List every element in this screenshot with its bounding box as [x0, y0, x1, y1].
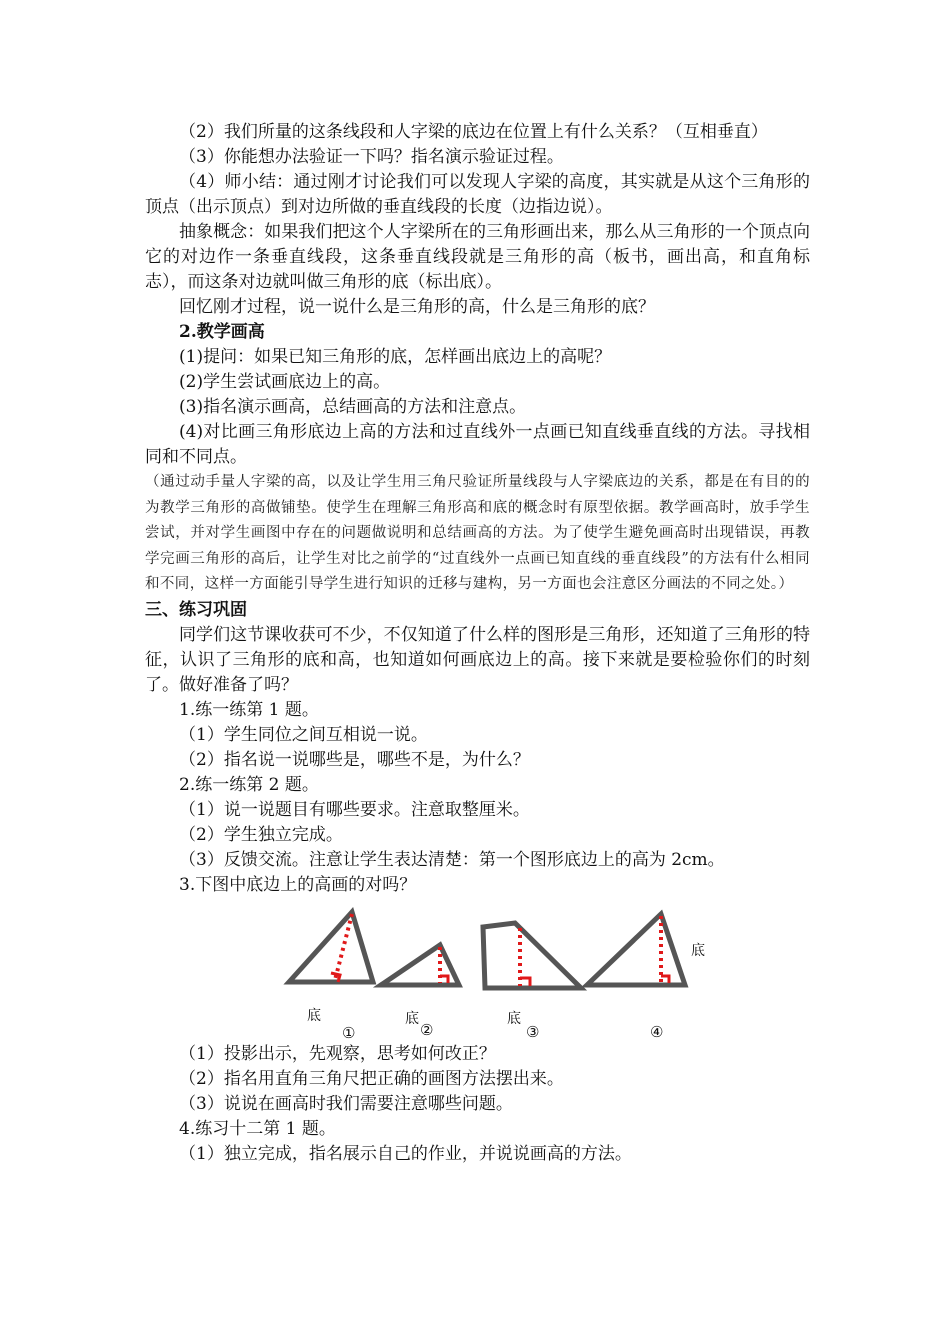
- step-2: (2)学生尝试画底边上的高。: [179, 372, 391, 392]
- triangle-1-outline: [289, 912, 373, 982]
- exercise-3-item: （1）投影出示，先观察，思考如何改正？: [179, 1043, 496, 1064]
- step-4: (4)对比画三角形底边上高的方法和过直线外一点画已知直线垂直线的方法。寻找相同和不同点。: [145, 422, 810, 467]
- design-note: （通过动手量人字梁的高，以及让学生用三角尺验证所量线段与人字梁底边的关系，都是在有目的的为教学三角形的高做铺垫。使学生在理解三角形高和底的概念时有原型依据。教学画高时，放手学生尝试，并对学生画图中存在的问题做说明和总结画高的方法。为了使学生避免画高时出现错误，再教学完画三角形的高后，让学生对比之前学的“过直线外一点画已知直线的垂直线段”的方法有什么相同和不同，这样一方面能引导学生进行知识的迁移与建构，另一方面也会注意区分画法的不同之处。）: [145, 474, 810, 592]
- triangle-1: [289, 912, 373, 982]
- heading-practice: 三、练习巩固: [145, 599, 247, 620]
- triangle-2: [381, 945, 459, 985]
- figure-number-4: ④: [650, 1022, 664, 1041]
- step-3: (3)指名演示画高，总结画高的方法和注意点。: [179, 397, 527, 417]
- heading-teach-drawing-height: 2.教学画高: [179, 322, 265, 342]
- triangle-3: [483, 923, 581, 988]
- figure-number-1: ①: [342, 1023, 356, 1042]
- paragraph-recall: 回忆刚才过程，说一说什么是三角形的高，什么是三角形的底？: [179, 297, 655, 317]
- exercise-2-item: （1）说一说题目有哪些要求。注意取整厘米。: [179, 799, 530, 820]
- paragraph-abstract-concept: 抽象概念：如果我们把这个人字梁所在的三角形画出来，那么从三角形的一个顶点向它的对边作一条垂直线段，这条垂直线段就是三角形的高（板书，画出高，和直角标志），而这条对边就叫做三角形的底（标出底）。: [145, 222, 810, 292]
- exercise-4-item: （1）独立完成，指名展示自己的作业，并说说画高的方法。: [179, 1143, 632, 1164]
- figure-number-2: ②: [420, 1020, 434, 1039]
- triangles-svg: [145, 902, 810, 1042]
- exercise-4: 4.练习十二第 1 题。: [179, 1118, 336, 1139]
- document-page: [145, 120, 810, 1167]
- triangle-height-figure: [145, 902, 810, 1042]
- triangle-4-outline: [587, 914, 685, 985]
- triangle-2-right-angle: [440, 976, 448, 983]
- exercise-3-item: （3）说说在画高时我们需要注意哪些问题。: [179, 1093, 513, 1114]
- paragraph-q3: （3）你能想办法验证一下吗？指名演示验证过程。: [179, 147, 564, 167]
- paragraph-summary: （4）师小结：通过刚才讨论我们可以发现人字梁的高度，其实就是从这个三角形的顶点（出示顶点）到对边所做的垂直线段的长度（边指边说）。: [145, 172, 810, 217]
- step-1: (1)提问：如果已知三角形的底，怎样画出底边上的高呢？: [179, 347, 612, 367]
- triangle-3-outline: [483, 923, 581, 988]
- exercise-3-item: （2）指名用直角三角尺把正确的画图方法摆出来。: [179, 1068, 564, 1089]
- figure-number-3: ③: [526, 1022, 540, 1041]
- exercise-3: 3.下图中底边上的高画的对吗？: [179, 874, 417, 895]
- base-label-2: 底: [405, 1010, 419, 1027]
- base-label-4: 底: [691, 942, 705, 959]
- triangle-4: [587, 914, 685, 985]
- practice-intro: 同学们这节课收获可不少，不仅知道了什么样的图形是三角形，还知道了三角形的特征，认识了三角形的底和高，也知道如何画底边上的高。接下来就是要检验你们的时刻了。做好准备了吗？: [145, 624, 810, 695]
- exercise-2-item: （3）反馈交流。注意让学生表达清楚：第一个图形底边上的高为 2cm。: [179, 849, 725, 870]
- exercise-1-item: （1）学生同位之间互相说一说。: [179, 724, 428, 745]
- paragraph-q2: （2）我们所量的这条线段和人字梁的底边在位置上有什么关系？（互相垂直）: [179, 122, 768, 142]
- exercise-2: 2.练一练第 2 题。: [179, 774, 319, 795]
- exercise-1-item: （2）指名说一说哪些是，哪些不是，为什么？: [179, 749, 530, 770]
- exercise-2-item: （2）学生独立完成。: [179, 824, 343, 845]
- exercise-1: 1.练一练第 1 题。: [179, 699, 319, 720]
- base-label-3: 底: [507, 1010, 521, 1027]
- base-label-1: 底: [307, 1007, 321, 1024]
